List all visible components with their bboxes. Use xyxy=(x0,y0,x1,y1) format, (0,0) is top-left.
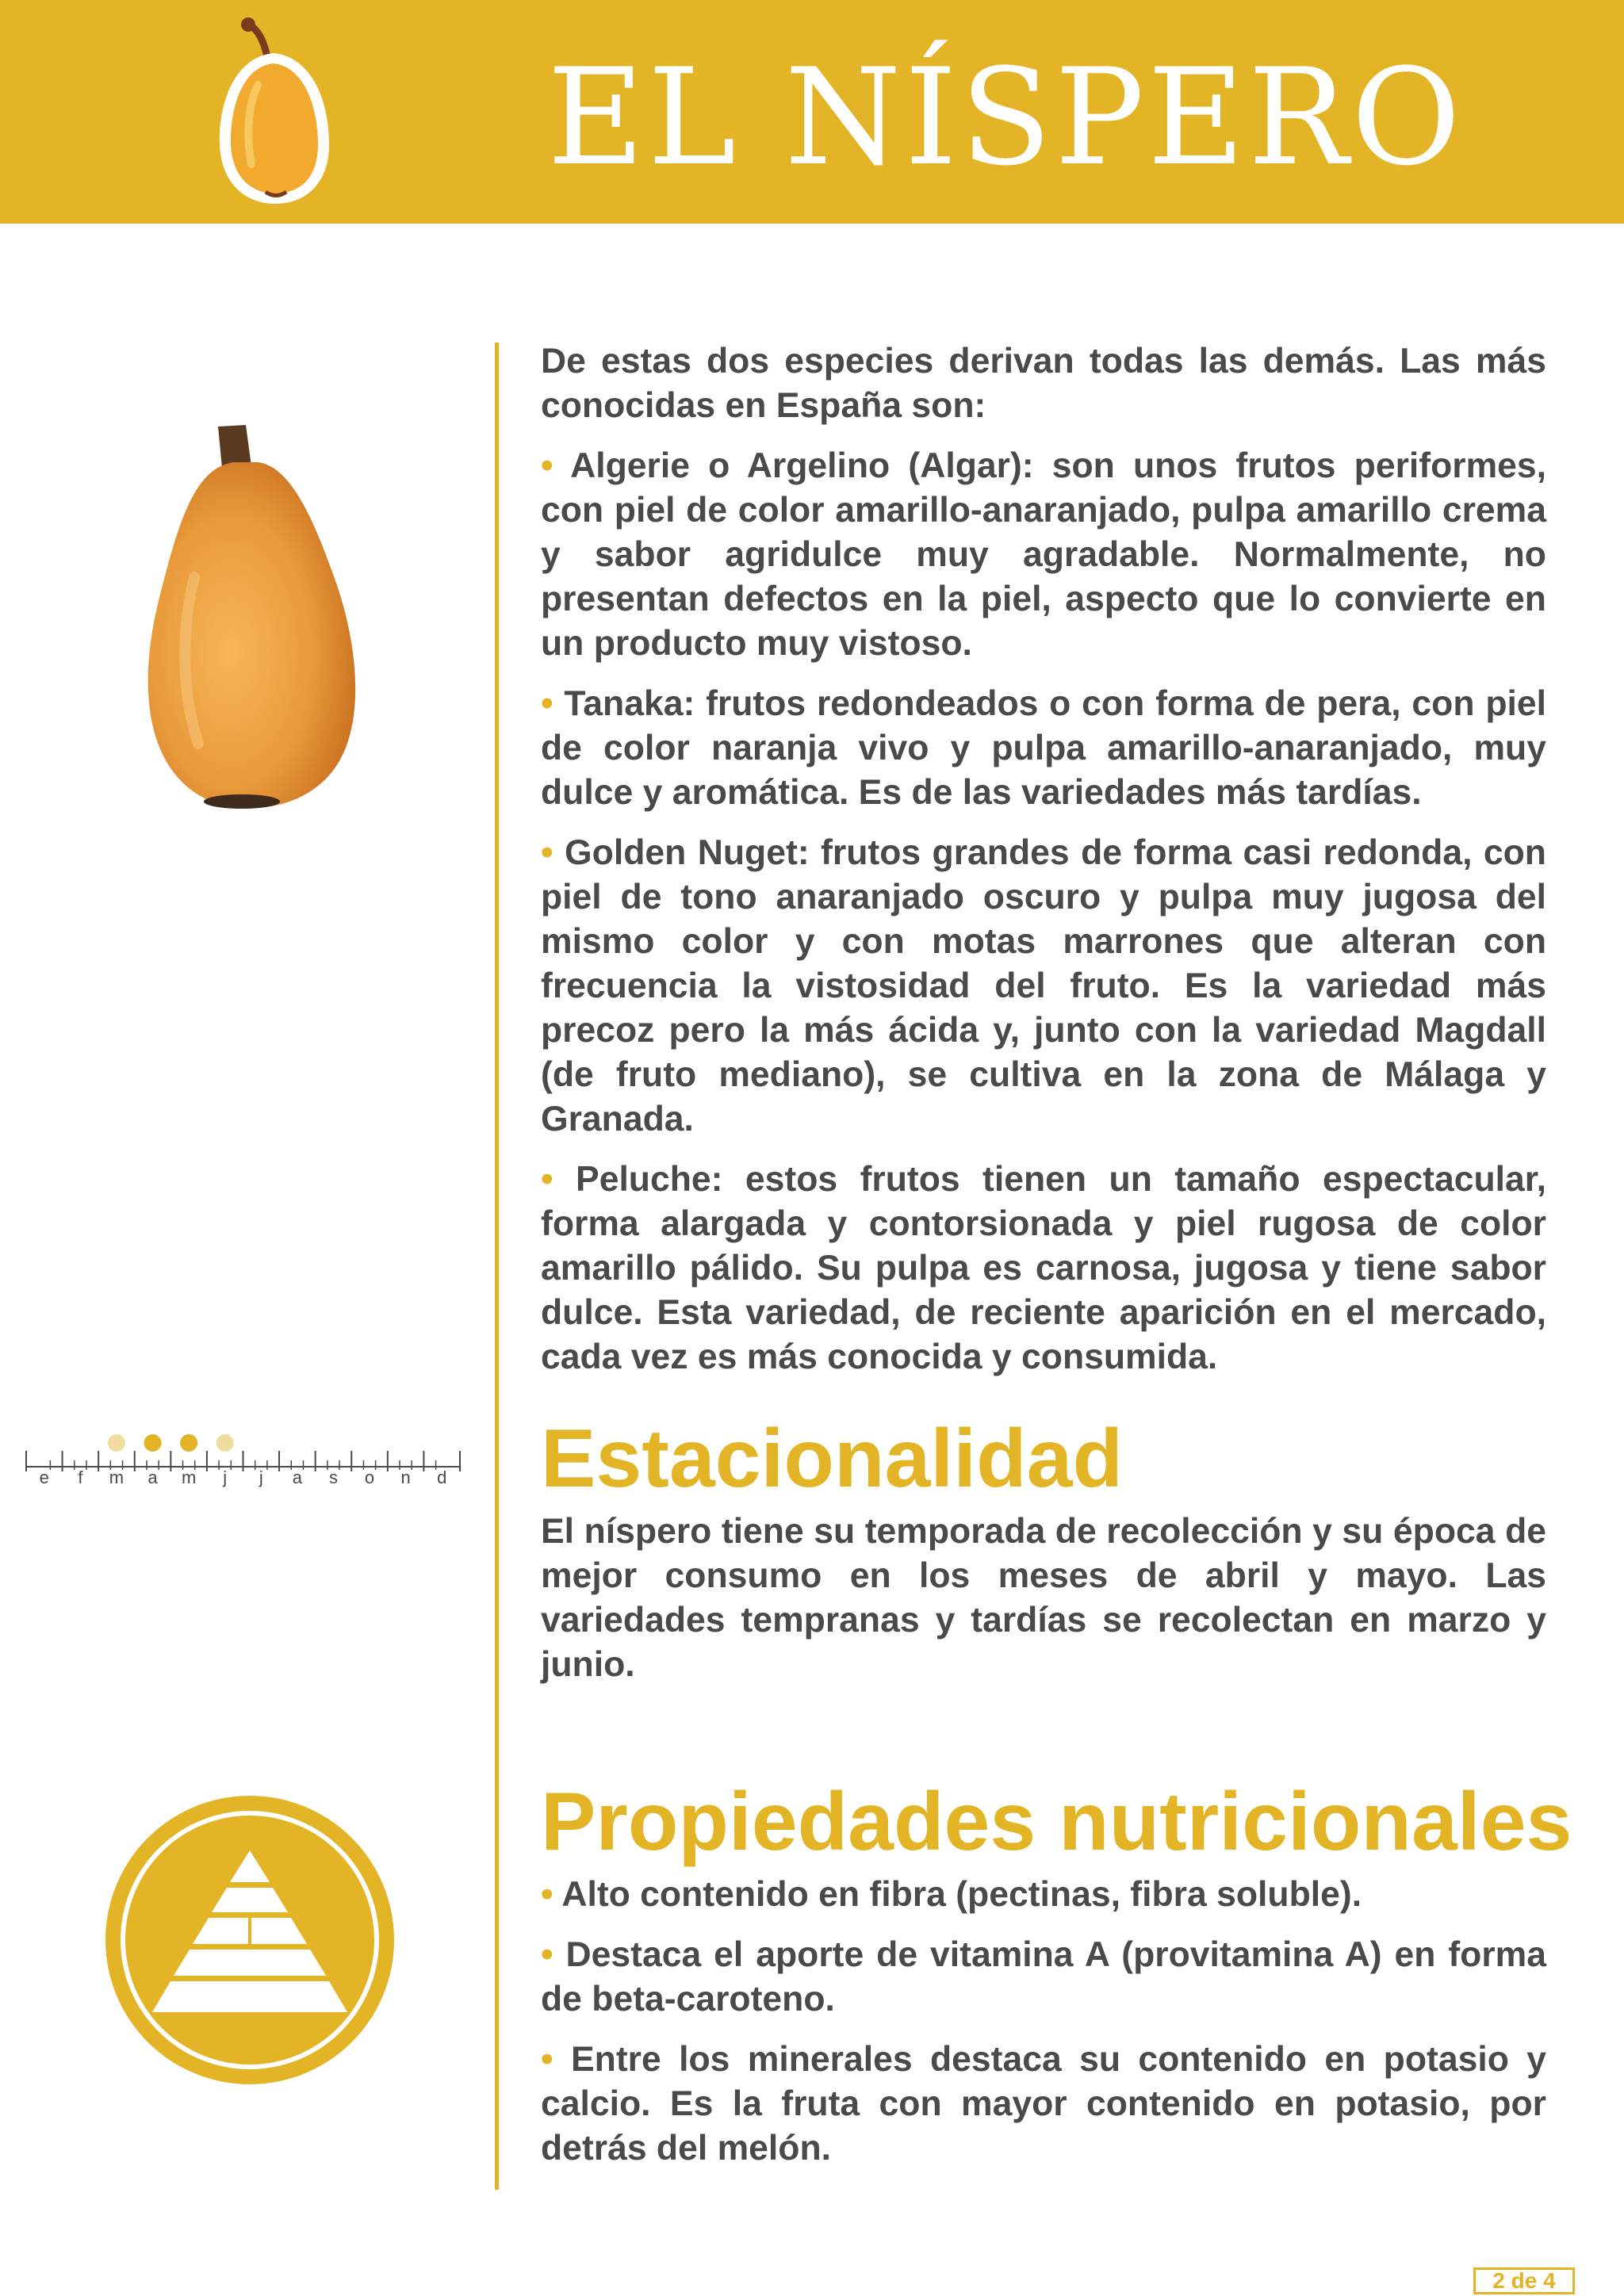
varieties-section xyxy=(541,339,1546,1380)
page-title: EL NÍSPERO xyxy=(547,40,1464,195)
food-pyramid-icon xyxy=(103,1793,396,2087)
loquat-fruit-icon xyxy=(202,10,345,212)
seasonality-section xyxy=(541,1413,1546,1687)
seasonality-text: El níspero tiene su temporada de recolección y su época de mejor consumo en los meses de abril y mayo. Las variedades tempranas y tardías se recolectan en marzo y junio. xyxy=(541,1512,1546,1684)
variety-item xyxy=(541,1158,1546,1380)
variety-description: : frutos grandes de forma casi redonda, con piel de tono anaranjado oscuro y pulpa muy jugosa del mismo color y con motas marrones que alteran con frecuencia la vistosidad del fruto. Es la variedad más precoz pero la más ácida y, junto con la variedad Magdall (de fruto mediano), se cultiva en la zona de Málaga y Granada. xyxy=(541,833,1546,1138)
timeline-month-label: a xyxy=(292,1468,302,1487)
intro-paragraph: De estas dos especies derivan todas las demás. Las más conocidas en España son: xyxy=(541,342,1546,425)
season-marker xyxy=(180,1434,197,1452)
variety-description: : son unos frutos periformes, con piel de color amarillo-anaranjado, pulpa amarillo crema y sabor agridulce muy agradable. Normalmente, no presentan defectos en la piel, aspecto que lo convierte en un producto muy vistoso. xyxy=(541,446,1546,663)
timeline-month-label: m xyxy=(109,1468,124,1487)
season-marker xyxy=(144,1434,162,1452)
timeline-month-label: e xyxy=(39,1468,49,1487)
nutrition-title: Propiedades nutricionales xyxy=(541,1776,1572,1868)
variety-name: Golden Nuget xyxy=(565,833,798,872)
timeline-month-label: s xyxy=(328,1468,338,1487)
timeline-month-label: m xyxy=(181,1468,197,1487)
nutrition-item xyxy=(541,1873,1546,1917)
variety-item xyxy=(541,831,1546,1142)
page-number: 2 de 4 xyxy=(1473,2267,1575,2294)
variety-name: Algerie o Argelino (Algar) xyxy=(570,446,1022,485)
timeline-month-label: d xyxy=(437,1468,447,1487)
season-marker xyxy=(216,1434,234,1452)
variety-name: Tanaka xyxy=(564,684,684,723)
nutrition-item-text: Entre los minerales destaca su contenido en potasio y calcio. Es la fruta con mayor contenido en potasio, por detrás del melón. xyxy=(541,2040,1546,2168)
timeline-month-label: j xyxy=(223,1468,228,1487)
nutrition-section xyxy=(541,1776,1572,2171)
nutrition-item xyxy=(541,1933,1546,2022)
variety-item xyxy=(541,444,1546,666)
variety-item xyxy=(541,682,1546,815)
bullet-icon: • xyxy=(541,1935,553,1974)
bullet-icon: • xyxy=(541,2040,553,2079)
header-bar xyxy=(0,0,1624,224)
timeline-month-label: j xyxy=(259,1468,263,1487)
variety-name: Peluche xyxy=(576,1160,711,1199)
seasonality-title: Estacionalidad xyxy=(541,1413,1123,1505)
timeline-month-label: a xyxy=(147,1468,158,1487)
bullet-icon: • xyxy=(541,833,553,872)
variety-description: : estos frutos tienen un tamaño espectacular, forma alargada y contorsionada y piel rugosa de color amarillo pálido. Su pulpa es carnosa, jugosa y tiene sabor dulce. Esta variedad, de reciente aparición en el mercado, cada vez es más conocida y consumida. xyxy=(541,1160,1546,1376)
timeline-month-label: n xyxy=(400,1468,411,1487)
timeline-month-label: f xyxy=(78,1468,83,1487)
nutrition-item xyxy=(541,2038,1546,2171)
seasonality-timeline xyxy=(20,1421,468,1492)
nutrition-item-text: Destaca el aporte de vitamina A (provitamina A) en forma de beta-caroteno. xyxy=(541,1935,1546,2019)
vertical-divider xyxy=(495,342,499,2190)
variety-description: : frutos redondeados o con forma de pera, con piel de color naranja vivo y pulpa amarillo-anaranjado, muy dulce y aromática. Es de las variedades más tardías. xyxy=(541,684,1546,812)
bullet-icon: • xyxy=(541,1160,553,1199)
bullet-icon: • xyxy=(541,1875,553,1914)
bullet-icon: • xyxy=(541,446,553,485)
loquat-illustration xyxy=(123,419,369,815)
nutrition-item-text: Alto contenido en fibra (pectinas, fibra soluble). xyxy=(561,1875,1362,1914)
bullet-icon: • xyxy=(541,684,553,723)
timeline-month-label: o xyxy=(364,1468,375,1487)
season-marker xyxy=(108,1434,125,1452)
